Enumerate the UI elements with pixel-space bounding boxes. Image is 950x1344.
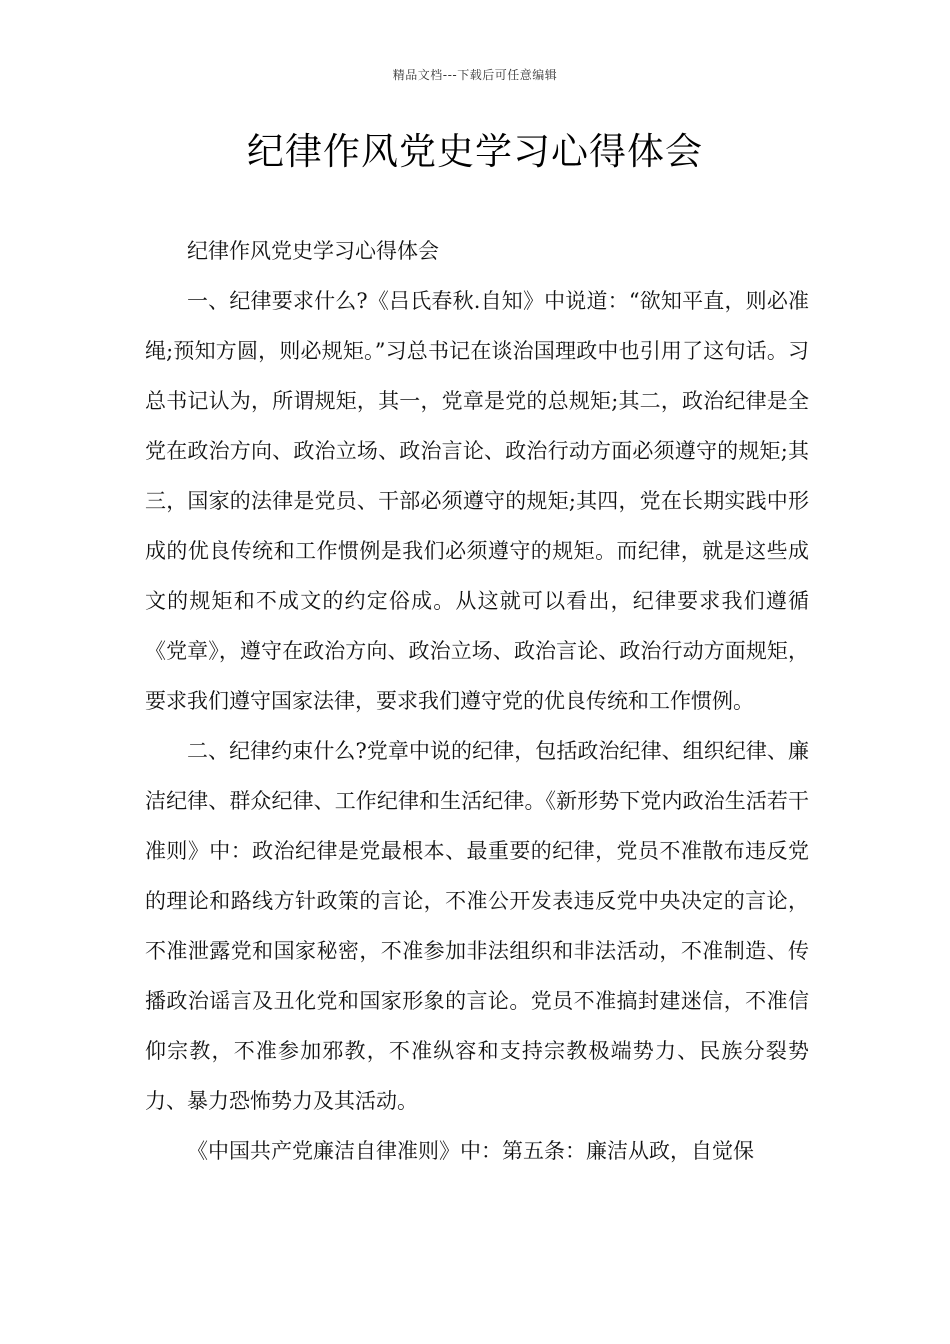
paragraph-subtitle: 纪律作风党史学习心得体会: [187, 239, 439, 263]
paragraph-integrity-rules: 《中国共产党廉洁自律准则》中：第五条：廉洁从政，自觉保: [187, 1139, 754, 1163]
document-body: [145, 226, 809, 1176]
header-note: 精品文档---下载后可任意编辑: [392, 68, 558, 82]
paragraph-discipline-requirements: 一、纪律要求什么?《吕氏春秋.自知》中说道：“欲知平直，则必准绳;预知方圆，则必规矩。”习总书记在谈治国理政中也引用了这句话。习总书记认为，所谓规矩，其一，党章是党的总规矩;其二，政治纪律是全党在政治方向、政治立场、政治言论、政治行动方面必须遵守的规矩;其三，国家的法律是党员、干部必须遵守的规矩;其四，党在长期实践中形成的优良传统和工作惯例是我们必须遵守的规矩。而纪律，就是这些成文的规矩和不成文的约定俗成。从这就可以看出，纪律要求我们遵循《党章》，遵守在政治方向、政治立场、政治言论、政治行动方面规矩，要求我们遵守国家法律，要求我们遵守党的优良传统和工作惯例。: [145, 289, 809, 713]
document-title: 纪律作风党史学习心得体会: [247, 130, 703, 173]
paragraph-discipline-constraints: 二、纪律约束什么?党章中说的纪律，包括政治纪律、组织纪律、廉洁纪律、群众纪律、工作纪律和生活纪律。《新形势下党内政治生活若干准则》中：政治纪律是党最根本、最重要的纪律，党员不准散布违反党的理论和路线方针政策的言论，不准公开发表违反党中央决定的言论，不准泄露党和国家秘密，不准参加非法组织和非法活动，不准制造、传播政治谣言及丑化党和国家形象的言论。党员不准搞封建迷信，不准信仰宗教，不准参加邪教，不准纵容和支持宗教极端势力、民族分裂势力、暴力恐怖势力及其活动。: [145, 739, 809, 1113]
